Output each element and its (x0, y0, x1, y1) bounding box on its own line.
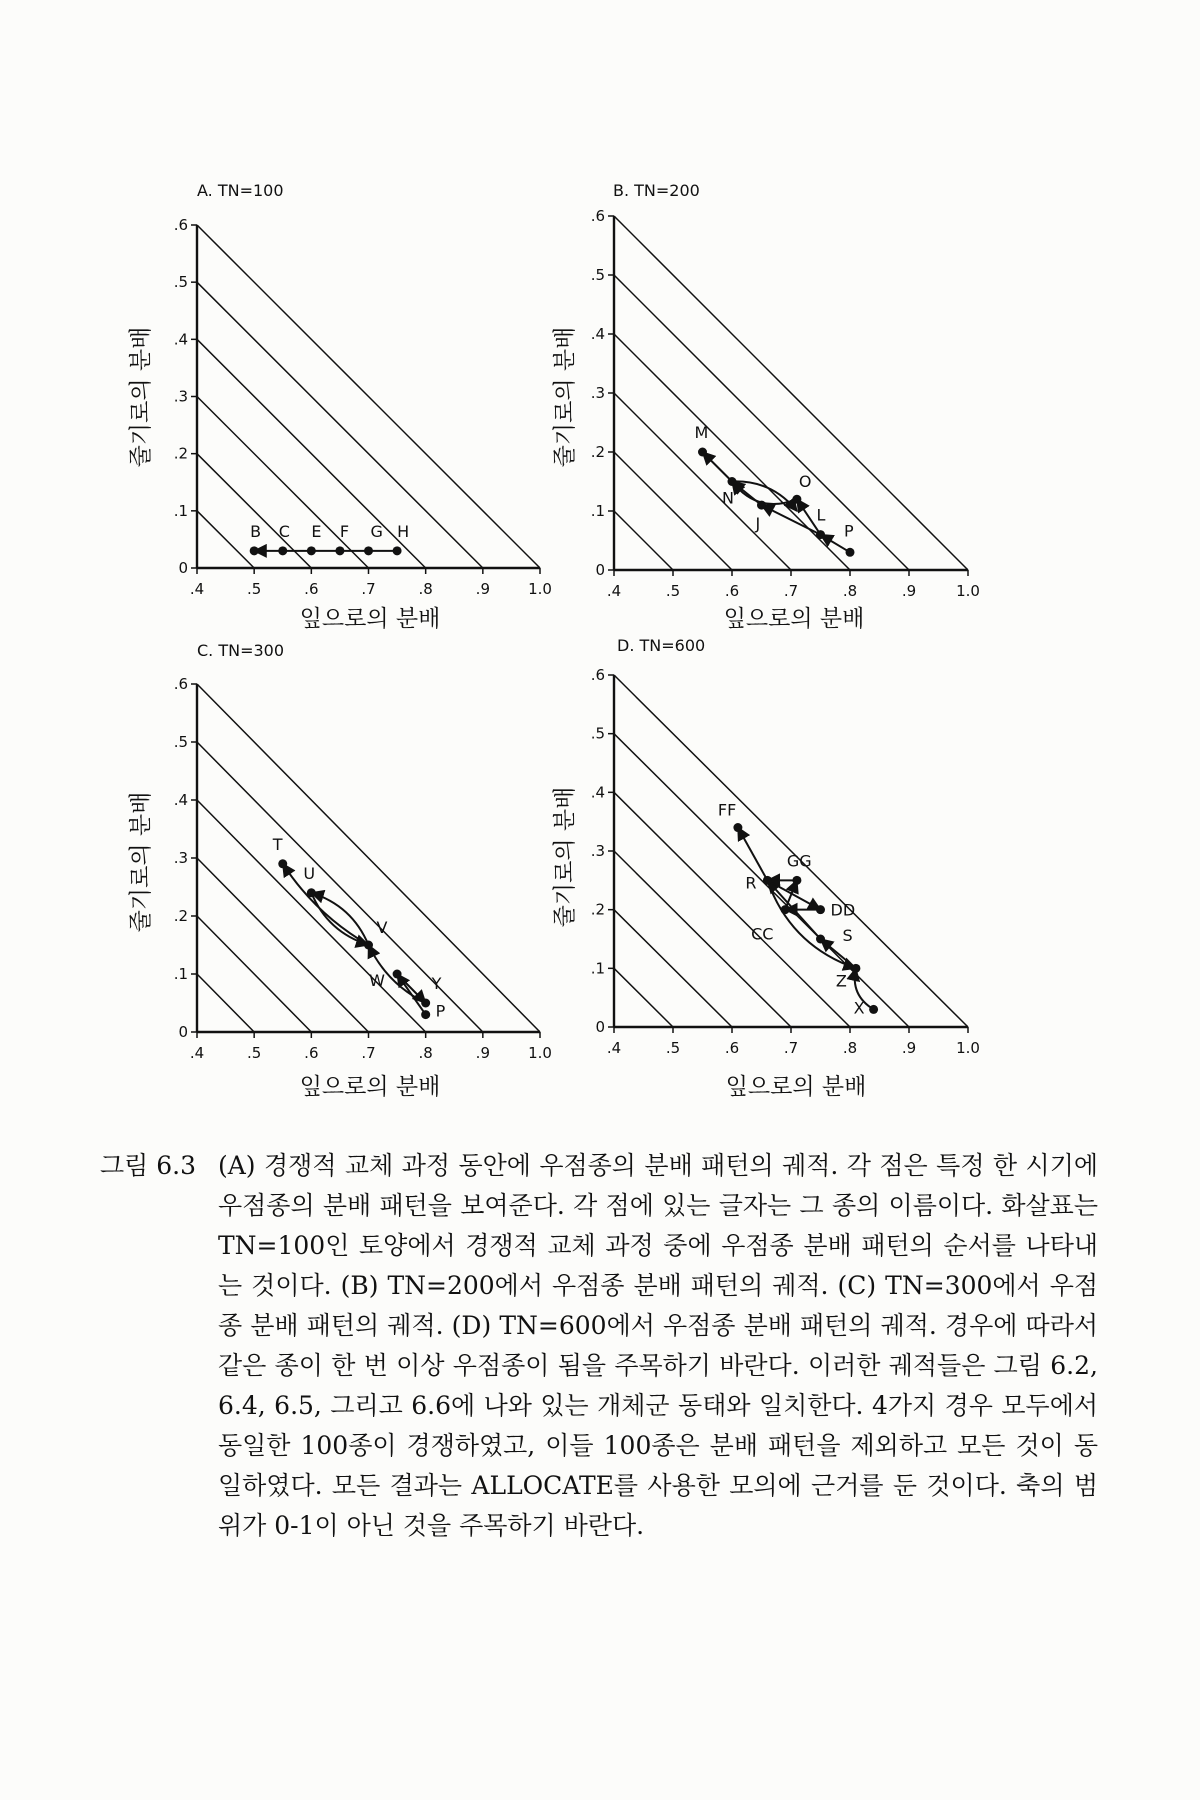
panel-d-x-tick-label: 1.0 (956, 1039, 980, 1057)
panel-c-x-tick-label: .4 (189, 1044, 205, 1062)
panel-c-y-tick-label: 0 (178, 1023, 188, 1041)
panel-c-x-tick-label: 1.0 (528, 1044, 552, 1062)
panel-d-point-label-dd: DD (830, 900, 856, 920)
panel-c-x-tick-label: .6 (304, 1044, 319, 1062)
panel-b-x-tick-label: .8 (842, 582, 858, 600)
panel-d-diagonal-line (614, 968, 673, 1027)
panel-d-x-tick-label: .6 (724, 1039, 740, 1057)
panel-c-point-p (421, 1010, 430, 1019)
panel-a-y-tick-label: .3 (173, 387, 188, 406)
panel-a-diagonal-line (197, 397, 369, 569)
panel-a-point-g (364, 546, 373, 555)
panel-d-point-cc (781, 905, 790, 914)
panel-d-point-ff (733, 823, 742, 832)
panel-b-diagonal-line (614, 393, 791, 570)
panel-b-y-tick-label: .6 (590, 207, 605, 225)
panel-c-point-label-t: T (272, 834, 283, 854)
panel-a-point-label-b: B (250, 521, 262, 541)
panel-c-y-tick-label: .2 (173, 907, 188, 925)
panel-b (552, 181, 980, 632)
panel-b-trajectory-arrow (703, 452, 733, 482)
panel-c-diagonal-line (197, 800, 426, 1032)
panel-d-plot (591, 666, 980, 1057)
panel-a-x-tick-label: .4 (189, 580, 205, 598)
panel-c-y-tick-label: .6 (173, 675, 188, 693)
panel-a-point-b (250, 546, 259, 555)
panel-a-y-tick-label: .5 (173, 273, 188, 292)
panel-b-y-tick-label: .3 (590, 384, 605, 402)
panel-b-diagonal-line (614, 216, 968, 570)
panel-d-point-label-gg: GG (786, 851, 812, 871)
caption-text: (A) 경쟁적 교체 과정 동안에 우점종의 분배 패턴의 궤적. 각 점은 특정 한 시기에 우점종의 분배 패턴을 보여준다. 각 점에 있는 글자는 그 종의 이름이다. 화살표는 TN=100인 토양에서 경쟁적 교체 과정 중에 우점종 분배 패턴의 순서를 나타내는 것이다. (B) TN=200에서 우점종 분배 패턴의 궤적. (C) TN=300에서 우점종 분배 패턴의 궤적. (D) TN=600에서 우점종 분배 패턴의 궤적. 경우에 따라서 같은 종이 한 번 이상 우점종이 됨을 주목하기 바란다. 이러한 궤적들은 그림 6.2, 6.4, 6.5, 그리고 6.6에 나와 있는 개체군 동태와 일치한다. 4가지 경우 모두에서 동일한 100종이 경쟁하였고, 이들 100종은 분배 패턴을 제외하고 모든 것이 동일하였다. 모든 결과는 ALLOCATE를 사용한 모의에 근거를 둔 것이다. 축의 범위가 0-1이 아닌 것을 주목하기 바란다. (218, 1151, 1098, 1540)
panel-c (128, 641, 552, 1100)
panel-b-point-label-m: M (694, 423, 709, 442)
panel-c-y-tick-label: .3 (173, 849, 188, 867)
panel-c-x-tick-label: .7 (361, 1044, 376, 1062)
panel-d-y-tick-label: .4 (590, 783, 605, 802)
panel-b-diagonal-line (614, 275, 909, 570)
panel-d-y-tick-label: .2 (590, 900, 605, 919)
panel-a-y-tick-label: .2 (173, 444, 188, 463)
panel-c-point-label-y: Y (431, 974, 442, 993)
panel-b-point-label-p: P (844, 521, 854, 541)
panel-d (552, 636, 980, 1100)
panel-b-point-label-l: L (816, 505, 826, 525)
panel-a-ylabel: 줄기로의 분배 (128, 326, 154, 468)
panel-a-point-label-e: E (311, 521, 322, 541)
panel-a-plot (174, 216, 552, 598)
panel-b-x-tick-label: .7 (783, 582, 799, 600)
panel-c-x-tick-label: .9 (475, 1044, 490, 1062)
panel-a-x-tick-label: 1.0 (528, 580, 552, 598)
panel-b-x-tick-label: .5 (665, 582, 681, 600)
panel-b-xlabel: 잎으로의 분배 (723, 606, 865, 632)
panel-b-point-label-o: O (798, 472, 812, 492)
panel-d-title: D. TN=600 (617, 636, 706, 655)
panel-d-point-label-r: R (745, 873, 757, 893)
panel-c-y-tick-label: .1 (173, 965, 188, 983)
panel-c-y-tick-label: .5 (173, 733, 188, 751)
panel-c-point-w (393, 970, 402, 979)
panel-a-x-tick-label: .5 (247, 580, 262, 598)
panel-d-x-tick-label: .5 (665, 1039, 681, 1057)
panel-d-point-label-s: S (842, 926, 853, 945)
panel-c-point-y (421, 999, 430, 1008)
panel-d-x-tick-label: .7 (783, 1039, 799, 1057)
panel-a-point-label-h: H (397, 521, 410, 541)
panel-c-diagonal-line (197, 858, 369, 1032)
panel-a-xlabel: 잎으로의 분배 (299, 606, 441, 632)
panel-b-y-tick-label: .1 (590, 502, 605, 520)
panel-b-y-tick-label: 0 (595, 561, 605, 579)
panel-b-diagonal-line (614, 334, 850, 570)
panel-b-point-m (698, 448, 707, 457)
panel-a-point-h (393, 546, 402, 555)
panel-b-y-tick-label: .5 (590, 266, 605, 284)
panel-a (128, 181, 552, 632)
panel-d-point-dd (816, 905, 825, 914)
panel-d-point-gg (792, 876, 801, 885)
panel-b-point-label-j: J (755, 514, 761, 534)
panel-b-point-p (846, 548, 855, 557)
panel-b-y-tick-label: .2 (590, 443, 605, 461)
panel-d-y-tick-label: .6 (590, 666, 605, 684)
panel-b-x-tick-label: .6 (724, 582, 740, 600)
panel-d-xlabel: 잎으로의 분배 (725, 1074, 867, 1100)
panel-c-trajectory-arrow (283, 864, 369, 945)
panel-c-point-label-u: U (303, 863, 316, 883)
panel-a-point-c (278, 546, 287, 555)
panel-a-y-tick-label: .6 (173, 216, 188, 234)
panel-c-trajectory-arrow (311, 893, 368, 945)
panel-a-y-tick-label: 0 (178, 559, 188, 577)
panel-d-y-tick-label: .5 (590, 724, 605, 743)
panel-d-diagonal-line (614, 910, 732, 1027)
panel-d-point-x (869, 1005, 878, 1014)
panel-a-y-tick-label: .1 (173, 501, 188, 520)
panel-a-y-tick-label: .4 (173, 330, 188, 349)
panel-a-point-label-c: C (278, 521, 290, 541)
panel-b-plot (591, 207, 980, 600)
panel-c-point-u (307, 888, 316, 897)
panel-b-point-o (792, 495, 801, 504)
panel-d-diagonal-line (614, 734, 909, 1027)
panel-d-point-label-cc: CC (751, 924, 774, 944)
panel-d-x-tick-label: .9 (901, 1039, 917, 1057)
panel-b-x-tick-label: .9 (901, 582, 917, 600)
panel-d-x-tick-label: .4 (606, 1039, 622, 1057)
panel-c-xlabel: 잎으로의 분배 (299, 1074, 441, 1100)
panel-a-diagonal-line (197, 511, 254, 568)
panel-c-point-t (278, 859, 287, 868)
panel-c-plot (174, 675, 552, 1062)
panel-c-x-tick-label: .8 (418, 1044, 433, 1062)
panel-a-point-label-g: G (370, 521, 383, 541)
panel-c-ylabel: 줄기로의 분배 (128, 791, 154, 933)
panel-c-x-tick-label: .5 (247, 1044, 262, 1062)
panel-a-point-e (307, 546, 316, 555)
panel-a-diagonal-line (197, 225, 540, 568)
panel-c-point-label-p: P (435, 1001, 446, 1021)
panel-b-point-l (816, 530, 825, 539)
panel-b-diagonal-line (614, 452, 732, 570)
panel-a-x-tick-label: .8 (418, 580, 433, 598)
panel-a-x-tick-label: .6 (304, 580, 319, 598)
panel-d-ylabel: 줄기로의 분배 (552, 786, 578, 928)
panel-d-point-z (851, 964, 860, 973)
panel-b-title: B. TN=200 (613, 181, 700, 200)
panel-a-point-f (335, 546, 344, 555)
panel-b-point-n (728, 477, 737, 486)
panel-c-diagonal-line (197, 916, 311, 1032)
panel-b-point-j (757, 501, 766, 510)
panel-a-title: A. TN=100 (197, 181, 284, 200)
panel-c-point-label-v: V (376, 918, 388, 937)
panel-c-point-label-w: W (369, 971, 385, 990)
panel-a-point-label-f: F (339, 521, 350, 541)
panel-d-point-label-x: X (853, 998, 865, 1018)
panel-a-x-tick-label: .9 (475, 580, 490, 598)
panel-d-point-label-ff: FF (717, 800, 737, 820)
panel-d-y-tick-label: .3 (590, 842, 605, 860)
panel-b-point-label-n: N (722, 488, 734, 508)
panel-b-x-tick-label: 1.0 (956, 582, 980, 600)
panel-c-y-tick-label: .4 (173, 791, 188, 809)
panel-c-trajectory-arrow (311, 893, 368, 945)
panel-b-y-tick-label: .4 (590, 325, 605, 343)
panel-d-y-tick-label: 0 (595, 1018, 605, 1036)
panel-b-ylabel: 줄기로의 분배 (552, 326, 578, 468)
panel-c-point-v (364, 941, 373, 950)
caption-label: 그림 6.3 (100, 1151, 197, 1180)
panel-c-diagonal-line (197, 974, 254, 1032)
panel-c-title: C. TN=300 (197, 641, 285, 660)
panel-d-point-r (763, 876, 772, 885)
panel-d-point-label-z: Z (835, 971, 847, 991)
panel-d-y-tick-label: .1 (590, 959, 605, 978)
panel-d-point-s (816, 935, 825, 944)
panel-a-x-tick-label: .7 (361, 580, 376, 598)
panel-b-diagonal-line (614, 511, 673, 570)
panel-b-x-tick-label: .4 (606, 582, 622, 600)
panel-d-x-tick-label: .8 (842, 1039, 858, 1057)
